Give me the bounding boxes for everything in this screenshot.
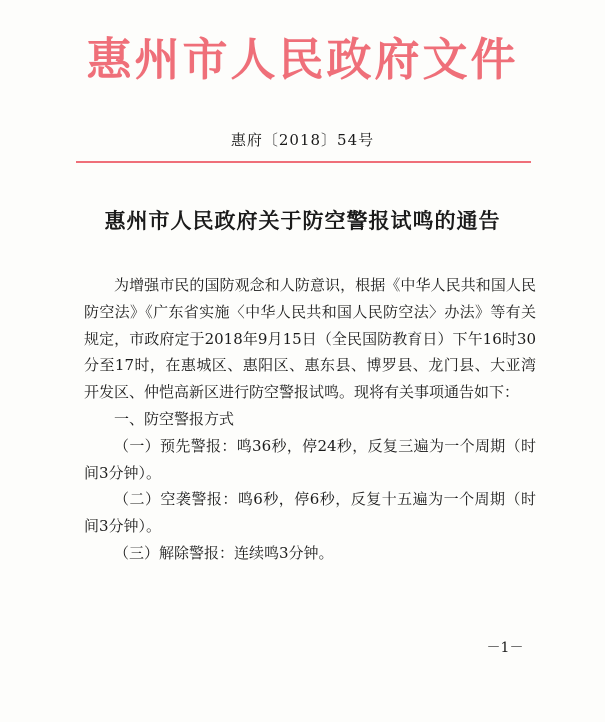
document-number: 惠府〔2018〕54号: [230, 131, 375, 149]
body-paragraph-intro: 为增强市民的国防观念和人防意识，根据《中华人民共和国人民防空法》《广东省实施〈中华人民共和国人民防空法〉办法》等有关规定，市政府定于2018年9月15日（全民国防教育日）下午16时30分至17时，在惠城区、惠阳区、惠东县、博罗县、龙门县、大亚湾开发区、仲恺高新区进行防空警报试鸣。现将有关事项通告如下：: [84, 276, 536, 402]
red-divider-line: [76, 161, 531, 163]
document-body: [84, 272, 536, 567]
issuing-authority-header: 惠州市人民政府文件: [86, 33, 519, 86]
body-paragraph-air-raid-alarm: （二）空袭警报：鸣6秒，停6秒，反复十五遍为一个周期（时间3分钟）。: [84, 490, 536, 536]
page-number: －1－: [486, 640, 524, 656]
body-paragraph-all-clear: （三）解除警报：连续鸣3分钟。: [114, 543, 334, 562]
document-title: 惠州市人民政府关于防空警报试鸣的通告: [104, 208, 501, 233]
body-paragraph-pre-warning: （一）预先警报：鸣36秒，停24秒，反复三遍为一个周期（时间3分钟）。: [84, 436, 536, 482]
section-heading-alarm-modes: 一、防空警报方式: [114, 409, 235, 428]
